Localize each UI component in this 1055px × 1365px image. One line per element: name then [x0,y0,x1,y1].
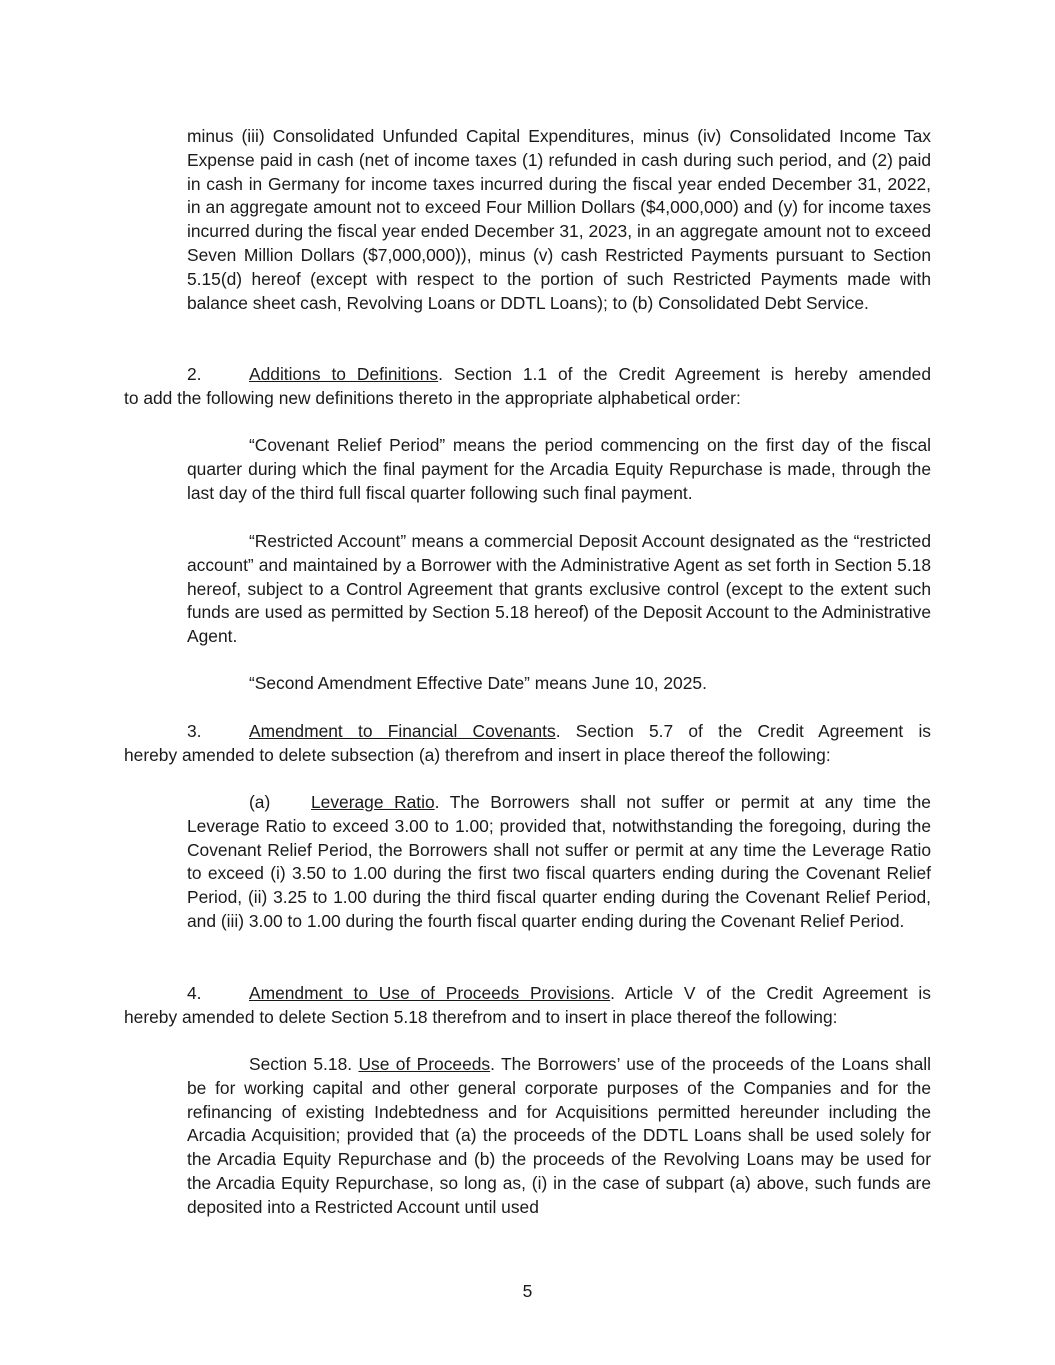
section-4-text-line1: . Article V of the Credit Agreement is [610,983,931,1003]
section-3-text-rest: hereby amended to delete subsection (a) therefrom and insert in place thereof the following: [124,744,831,765]
section-2 [124,363,931,411]
definition-second-amendment-effective-date: “Second Amendment Effective Date” means June 10, 2025. [249,673,707,693]
section-2-heading: Additions to Definitions [249,364,439,384]
section-3a-text: . The Borrowers shall not suffer or permit at any time the Leverage Ratio to exceed 3.00 to 1.00; provided that, notwithstanding the foregoing, during the Covenant Relief Period, the Borrowers shall not suffer or permit at any time the Leverage Ratio to exceed (i) 3.50 to 1.00 during the first two fiscal quarters ending during the Covenant Relief Period, (ii) 3.25 to 1.00 during the third fiscal quarter ending during the Covenant Relief Period, and (iii) 3.00 to 1.00 during the fourth fiscal quarter ending during the Covenant Relief Period. [187,792,931,931]
section-3-number: 3. [187,721,202,741]
section-5-18-use-of-proceeds [187,1053,931,1220]
section-3a-heading: Leverage Ratio [311,792,435,812]
section-5-18-label: Section 5.18. [249,1054,353,1074]
section-5-18-text: . The Borrowers’ use of the proceeds of the Loans shall be for working capital and other general corporate purposes of the Companies and for the refinancing of existing Indebtedness and for Acquisitions permitted hereunder including the Arcadia Acquisition; provided that (a) the proceeds of the DDTL Loans shall be used solely for the Arcadia Equity Repurchase and (b) the proceeds of the Revolving Loans may be used for the Arcadia Equity Repurchase, so long as, (i) in the case of subpart (a) above, such funds are deposited into a Restricted Account until used [187,1054,931,1217]
section-3-heading: Amendment to Financial Covenants [249,721,556,741]
section-3 [124,720,931,768]
paragraph-top: minus (iii) Consolidated Unfunded Capital Expenditures, minus (iv) Consolidated Income Tax Expense paid in cash (net of income taxes (1) refunded in cash during such period, and (2) paid in cash in Germany for income taxes incurred during the fiscal year ended December 31, 2022, in an aggregate amount not to exceed Four Million Dollars ($4,000,000) and (y) for income taxes incurred during the fiscal year ended December 31, 2023, in an aggregate amount not to exceed Seven Million Dollars ($7,000,000)), minus (v) cash Restricted Payments pursuant to Section 5.15(d) hereof (except with respect to the portion of such Restricted Payments made with balance sheet cash, Revolving Loans or DDTL Loans); to (b) Consolidated Debt Service. [187,126,931,313]
section-3a-number: (a) [249,792,271,812]
section-2-text-line1: . Section 1.1 of the Credit Agreement is hereby amended [438,364,931,384]
section-2-first-line [124,363,931,387]
section-4-text-rest: hereby amended to delete Section 5.18 therefrom and to insert in place thereof the following: [124,1006,838,1027]
section-2-number: 2. [187,364,202,384]
definition-restricted-account: “Restricted Account” means a commercial Deposit Account designated as the “restricted account” and maintained by a Borrower with the Administrative Agent as set forth in Section 5.18 hereof, subject to a Control Agreement that grants exclusive control (except to the extent such funds are used as permitted by Section 5.18 hereof) of the Deposit Account to the Administrative Agent. [187,531,931,647]
section-2-text-rest: to add the following new definitions thereto in the appropriate alphabetical order: [124,387,741,408]
section-3-first-line [124,720,931,744]
section-3-text-line1: . Section 5.7 of the Credit Agreement is [555,721,932,741]
section-4 [124,982,931,1030]
section-4-number: 4. [187,983,202,1003]
definition-covenant-relief-period: “Covenant Relief Period” means the period commencing on the first day of the fiscal quarter during which the final payment for the Arcadia Equity Repurchase is made, through the last day of the third full fiscal quarter following such final payment. [187,435,931,503]
section-5-18-heading: Use of Proceeds [358,1054,491,1074]
section-3a-leverage-ratio [187,791,931,934]
section-4-heading: Amendment to Use of Proceeds Provisions [249,983,611,1003]
section-4-first-line [124,982,931,1006]
page-number: 5 [522,1281,533,1301]
